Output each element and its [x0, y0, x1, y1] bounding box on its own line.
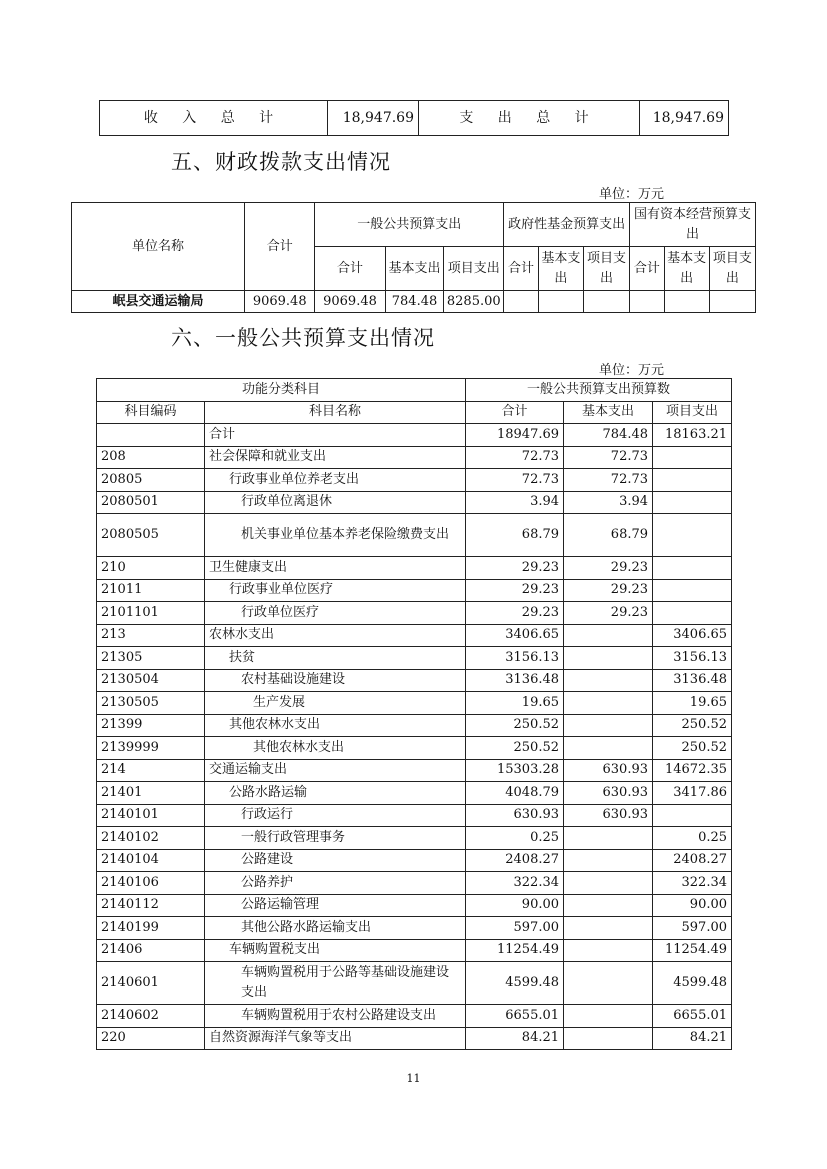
subject-code-cell: 213: [97, 624, 205, 647]
income-total-label: 收 入 总 计: [100, 101, 328, 136]
table-row: [97, 602, 732, 625]
header-sc-total: 合计: [630, 247, 665, 291]
project-cell: 18163.21: [653, 424, 732, 447]
header-gb-basic: 基本支出: [385, 247, 444, 291]
total-cell: 4048.79: [466, 782, 564, 805]
table-row: [97, 827, 732, 850]
empty-cell: [538, 291, 583, 313]
section5-title: 五、财政拨款支出情况: [171, 150, 391, 174]
basic-cell: [564, 669, 653, 692]
total-cell: 3406.65: [466, 624, 564, 647]
total-cell: 68.79: [466, 514, 564, 557]
basic-cell: [564, 737, 653, 760]
expense-total-value: 18,947.69: [640, 101, 729, 136]
section6-unit: 单位：万元: [599, 363, 665, 378]
basic-cell: 3.94: [564, 491, 653, 514]
total-cell: 90.00: [466, 894, 564, 917]
header-unit-name: 单位名称: [72, 203, 245, 291]
total-cell: 72.73: [466, 469, 564, 492]
subject-code-cell: 21011: [97, 579, 205, 602]
project-cell: 3406.65: [653, 624, 732, 647]
header-state-capital: 国有资本经营预算支出: [630, 203, 756, 247]
subject-code-cell: 220: [97, 1027, 205, 1050]
fiscal-appropriation-table: [71, 202, 756, 313]
empty-cell: [664, 291, 709, 313]
table-row: [97, 737, 732, 760]
basic-cell: 630.93: [564, 759, 653, 782]
project-cell: 2408.27: [653, 849, 732, 872]
project-cell: [653, 491, 732, 514]
subject-name-cell: 车辆购置税用于公路等基础设施建设支出: [205, 962, 466, 1005]
subject-code-cell: 2080501: [97, 491, 205, 514]
table-row: [97, 624, 732, 647]
subject-name-cell: 公路养护: [205, 872, 466, 895]
table-row: [97, 514, 732, 557]
table-row: [97, 917, 732, 940]
empty-cell: [583, 291, 629, 313]
subject-code-cell: 214: [97, 759, 205, 782]
subject-code-cell: 2101101: [97, 602, 205, 625]
basic-cell: [564, 647, 653, 670]
subject-code-cell: 2140601: [97, 962, 205, 1005]
total-cell: 84.21: [466, 1027, 564, 1050]
project-cell: 597.00: [653, 917, 732, 940]
header-gov-fund: 政府性基金预算支出: [504, 203, 630, 247]
total-cell: 29.23: [466, 557, 564, 580]
subject-code-cell: 2140199: [97, 917, 205, 940]
total-cell: 322.34: [466, 872, 564, 895]
table-row: [97, 446, 732, 469]
header-general-budget: 一般公共预算支出: [315, 203, 504, 247]
table-row: [97, 692, 732, 715]
project-cell: 3136.48: [653, 669, 732, 692]
subject-name-cell: 公路运输管理: [205, 894, 466, 917]
subject-name-cell: 车辆购置税用于农村公路建设支出: [205, 1005, 466, 1028]
empty-cell: [630, 291, 665, 313]
subject-code-cell: [97, 424, 205, 447]
subject-name-cell: 行政事业单位养老支出: [205, 469, 466, 492]
total-cell: 630.93: [466, 804, 564, 827]
subject-name-cell: 农村基础设施建设: [205, 669, 466, 692]
project-cell: 84.21: [653, 1027, 732, 1050]
subject-name-cell: 农林水支出: [205, 624, 466, 647]
project-cell: [653, 557, 732, 580]
table-row: [97, 872, 732, 895]
total-cell: 3156.13: [466, 647, 564, 670]
subject-name-cell: 自然资源海洋气象等支出: [205, 1027, 466, 1050]
income-total-value: 18,947.69: [328, 101, 419, 136]
project-cell: 3417.86: [653, 782, 732, 805]
project-cell: [653, 602, 732, 625]
gb-basic-cell: 784.48: [385, 291, 444, 313]
table-row: [97, 647, 732, 670]
project-cell: 14672.35: [653, 759, 732, 782]
basic-cell: 630.93: [564, 782, 653, 805]
gb-total-cell: 9069.48: [315, 291, 385, 313]
header-gb-project: 项目支出: [444, 247, 504, 291]
total-cell: 597.00: [466, 917, 564, 940]
empty-cell: [504, 291, 539, 313]
table-row: [97, 1027, 732, 1050]
table-row: [72, 291, 756, 313]
basic-cell: 29.23: [564, 557, 653, 580]
project-cell: 3156.13: [653, 647, 732, 670]
project-cell: 6655.01: [653, 1005, 732, 1028]
basic-cell: [564, 1027, 653, 1050]
table-row: [97, 804, 732, 827]
subject-name-cell: 交通运输支出: [205, 759, 466, 782]
basic-cell: [564, 872, 653, 895]
total-cell: 250.52: [466, 737, 564, 760]
header-project: 项目支出: [653, 401, 732, 424]
project-cell: [653, 579, 732, 602]
total-cell: 29.23: [466, 602, 564, 625]
table-row: [97, 669, 732, 692]
project-cell: [653, 514, 732, 557]
header-gb-total: 合计: [315, 247, 385, 291]
project-cell: 90.00: [653, 894, 732, 917]
subject-name-cell: 行政事业单位医疗: [205, 579, 466, 602]
basic-cell: [564, 692, 653, 715]
summary-row: [100, 101, 729, 136]
total-cell: 15303.28: [466, 759, 564, 782]
table-row: [97, 939, 732, 962]
total-cell: 0.25: [466, 827, 564, 850]
header-total: 合计: [245, 203, 315, 291]
subject-name-cell: 生产发展: [205, 692, 466, 715]
table-row: [97, 782, 732, 805]
subject-code-cell: 2130505: [97, 692, 205, 715]
table-row: [97, 714, 732, 737]
subject-name-cell: 车辆购置税支出: [205, 939, 466, 962]
project-cell: [653, 469, 732, 492]
total-cell: 19.65: [466, 692, 564, 715]
subject-code-cell: 208: [97, 446, 205, 469]
empty-cell: [709, 291, 755, 313]
header-func-class: 功能分类科目: [97, 379, 466, 402]
basic-cell: [564, 624, 653, 647]
table-row: [97, 894, 732, 917]
project-cell: 0.25: [653, 827, 732, 850]
subject-name-cell: 公路水路运输: [205, 782, 466, 805]
subject-name-cell: 其他农林水支出: [205, 737, 466, 760]
total-cell: 4599.48: [466, 962, 564, 1005]
basic-cell: [564, 962, 653, 1005]
subject-code-cell: 21406: [97, 939, 205, 962]
header-sc-basic: 基本支出: [664, 247, 709, 291]
header-code: 科目编码: [97, 401, 205, 424]
table-row: [97, 579, 732, 602]
subject-code-cell: 2140102: [97, 827, 205, 850]
header-name: 科目名称: [205, 401, 466, 424]
header-gf-basic: 基本支出: [538, 247, 583, 291]
subject-code-cell: 210: [97, 557, 205, 580]
subject-name-cell: 机关事业单位基本养老保险缴费支出: [205, 514, 466, 557]
project-cell: 11254.49: [653, 939, 732, 962]
subject-name-cell: 其他公路水路运输支出: [205, 917, 466, 940]
subject-code-cell: 2140106: [97, 872, 205, 895]
subject-code-cell: 2130504: [97, 669, 205, 692]
income-expense-summary-table: [99, 100, 729, 136]
table-row: [97, 491, 732, 514]
subject-code-cell: 21401: [97, 782, 205, 805]
project-cell: 322.34: [653, 872, 732, 895]
subject-code-cell: 2140104: [97, 849, 205, 872]
table-row: [97, 849, 732, 872]
subject-code-cell: 2140101: [97, 804, 205, 827]
subject-name-cell: 扶贫: [205, 647, 466, 670]
table-row: [97, 469, 732, 492]
total-cell: 9069.48: [245, 291, 315, 313]
total-cell: 250.52: [466, 714, 564, 737]
header-total: 合计: [466, 401, 564, 424]
project-cell: [653, 804, 732, 827]
table-row: [97, 962, 732, 1005]
project-cell: 4599.48: [653, 962, 732, 1005]
page-number: 11: [406, 1072, 421, 1085]
total-cell: 6655.01: [466, 1005, 564, 1028]
gb-project-cell: 8285.00: [444, 291, 504, 313]
total-cell: 29.23: [466, 579, 564, 602]
total-cell: 72.73: [466, 446, 564, 469]
basic-cell: 29.23: [564, 579, 653, 602]
header-budget-amount: 一般公共预算支出预算数: [466, 379, 732, 402]
section6-title: 六、一般公共预算支出情况: [171, 326, 435, 350]
subject-name-cell: 社会保障和就业支出: [205, 446, 466, 469]
subject-code-cell: 2139999: [97, 737, 205, 760]
subject-code-cell: 2080505: [97, 514, 205, 557]
project-cell: 250.52: [653, 737, 732, 760]
subject-name-cell: 合计: [205, 424, 466, 447]
subject-name-cell: 行政单位离退休: [205, 491, 466, 514]
table-row: [97, 424, 732, 447]
subject-name-cell: 行政单位医疗: [205, 602, 466, 625]
subject-name-cell: 行政运行: [205, 804, 466, 827]
project-cell: 19.65: [653, 692, 732, 715]
basic-cell: [564, 1005, 653, 1028]
total-cell: 2408.27: [466, 849, 564, 872]
subject-code-cell: 21399: [97, 714, 205, 737]
basic-cell: [564, 849, 653, 872]
subject-name-cell: 一般行政管理事务: [205, 827, 466, 850]
unit-name-cell: 岷县交通运输局: [72, 291, 245, 313]
basic-cell: 29.23: [564, 602, 653, 625]
header-gf-project: 项目支出: [583, 247, 629, 291]
basic-cell: 72.73: [564, 469, 653, 492]
subject-code-cell: 20805: [97, 469, 205, 492]
table-row: [97, 1005, 732, 1028]
header-basic: 基本支出: [564, 401, 653, 424]
total-cell: 18947.69: [466, 424, 564, 447]
table-row: [97, 759, 732, 782]
table-row: [97, 557, 732, 580]
project-cell: 250.52: [653, 714, 732, 737]
header-gf-total: 合计: [504, 247, 539, 291]
project-cell: [653, 446, 732, 469]
expense-total-label: 支 出 总 计: [419, 101, 640, 136]
basic-cell: [564, 894, 653, 917]
subject-name-cell: 卫生健康支出: [205, 557, 466, 580]
general-budget-expenditure-table: [96, 378, 732, 1050]
subject-code-cell: 2140112: [97, 894, 205, 917]
section5-unit: 单位：万元: [599, 187, 665, 202]
total-cell: 3.94: [466, 491, 564, 514]
total-cell: 11254.49: [466, 939, 564, 962]
basic-cell: [564, 827, 653, 850]
basic-cell: 72.73: [564, 446, 653, 469]
basic-cell: 630.93: [564, 804, 653, 827]
subject-name-cell: 其他农林水支出: [205, 714, 466, 737]
basic-cell: [564, 714, 653, 737]
subject-name-cell: 公路建设: [205, 849, 466, 872]
header-sc-project: 项目支出: [709, 247, 755, 291]
subject-code-cell: 2140602: [97, 1005, 205, 1028]
basic-cell: 68.79: [564, 514, 653, 557]
subject-code-cell: 21305: [97, 647, 205, 670]
basic-cell: [564, 917, 653, 940]
basic-cell: 784.48: [564, 424, 653, 447]
basic-cell: [564, 939, 653, 962]
total-cell: 3136.48: [466, 669, 564, 692]
